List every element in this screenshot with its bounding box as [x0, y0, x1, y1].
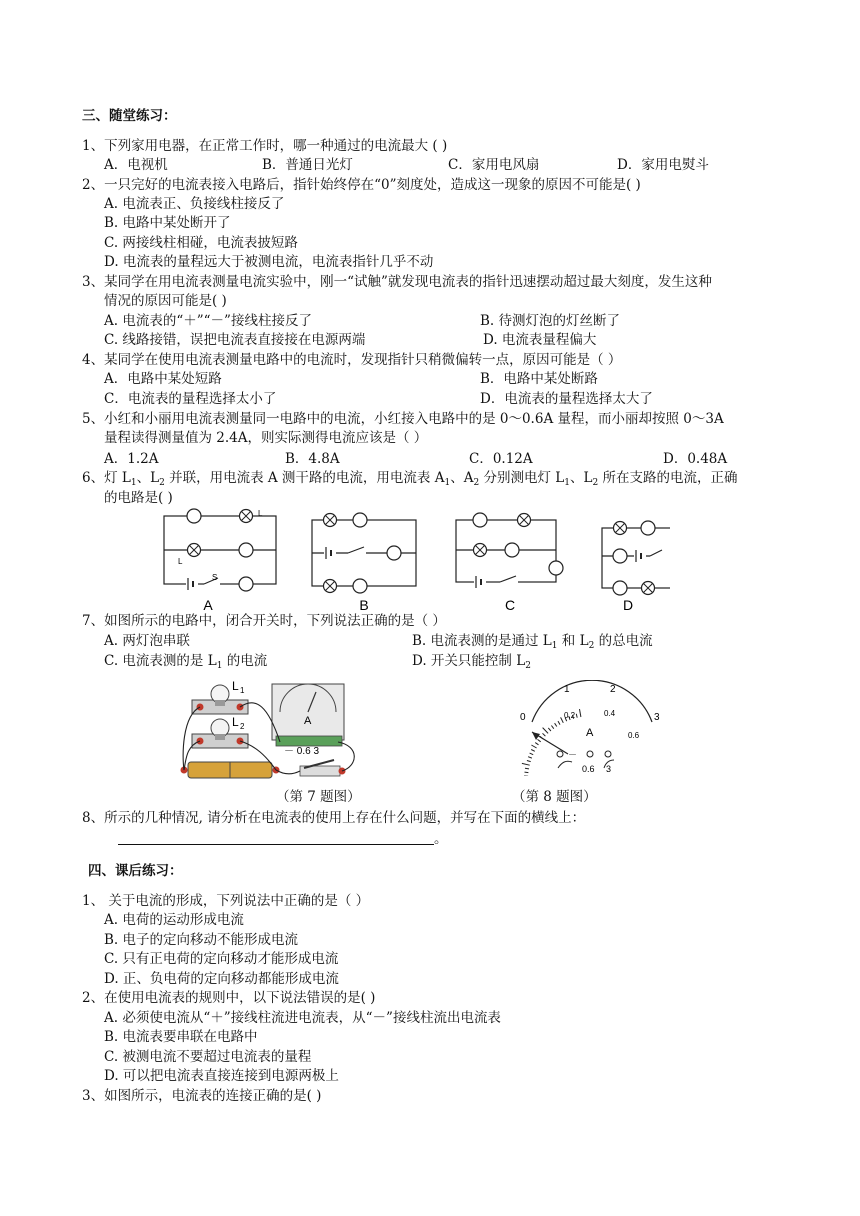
circuit-label-d: D — [622, 597, 634, 613]
q7-b-text: 和 L — [557, 633, 589, 649]
dial-tick-1: 1 — [564, 684, 570, 695]
q6-text: 并联，用电流表 A 测干路的电流，用电流表 A — [164, 470, 445, 486]
figure-7-caption: （第 7 题图） — [276, 789, 361, 805]
label-s: S — [212, 573, 218, 582]
dial-unit-label: A — [586, 727, 594, 739]
hw-q1-option-c: C. 只有正电荷的定向移动才能形成电流 — [104, 951, 339, 967]
hw-q2-stem: 2、在使用电流表的规则中，以下说法错误的是( ) — [82, 990, 376, 1006]
circuit-a — [164, 516, 276, 584]
subscript: 1 — [130, 478, 137, 488]
dial-terminal-3: 3 — [606, 764, 612, 774]
q7-option-c — [104, 652, 267, 675]
q2-option-c: C. 两接线柱相碰，电流表披短路 — [104, 235, 298, 251]
section-title-homework: 四、课后练习： — [88, 863, 183, 879]
q1-option-b: B．普通日光灯 — [262, 157, 353, 173]
dial-tick-mark — [528, 757, 532, 758]
dial-tick-0-4: 0.4 — [604, 709, 616, 718]
subscript: 1 — [551, 641, 558, 651]
subscript: 2 — [159, 478, 165, 488]
q3-stem-line1: 3、某同学在用电流表测量电流实验中，刚一“试触”就发现电流表的指针迅速摆动超过最大刻度，发生这种 — [82, 274, 712, 290]
q3-option-d: D. 电流表量程偏大 — [483, 332, 597, 348]
q8-stem: 8、所示的几种情况, 请分析在电流表的使用上存在什么问题，并写在下面的横线上： — [82, 810, 586, 826]
subscript: 2 — [473, 478, 480, 488]
dial-tick-0-6: 0.6 — [628, 731, 640, 740]
figure-8-ammeter-dial — [510, 680, 670, 776]
section-title-practice: 三、随堂练习： — [82, 108, 177, 124]
subscript: 1 — [444, 478, 451, 488]
hw-q2-option-c: C. 被测电流不要超过电流表的量程 — [104, 1049, 312, 1065]
q1-option-a: A．电视机 — [104, 157, 168, 173]
fig7-label-l1: L — [232, 679, 239, 693]
label-l2: L — [178, 557, 183, 566]
dial-tick-mark — [580, 709, 581, 717]
dial-tick-mark — [531, 745, 536, 748]
q8-end-mark: 。 — [434, 831, 448, 847]
dial-tick-mark — [561, 717, 564, 722]
dial-terminal-0-6: 0.6 — [582, 764, 595, 774]
q7-option-d — [412, 652, 531, 675]
q2-option-d: D. 电流表的量程远大于被测电流，电流表指针几乎不动 — [104, 254, 434, 270]
fig7-meter-terminals: － 0.6 3 — [284, 746, 320, 757]
dial-tick-mark — [576, 714, 577, 718]
hw-q1-option-a: A. 电荷的运动形成电流 — [104, 912, 244, 928]
dial-tick-mark — [555, 723, 557, 726]
q7-b-text: B. 电流表测的是通过 L — [412, 633, 552, 649]
hw-q2-option-b: B. 电流表要串联在电路中 — [104, 1029, 258, 1045]
q2-stem: 2、一只完好的电流表接入电路后，指针始终停在“0”刻度处，造成这一现象的原因不可能是( ) — [82, 177, 641, 193]
q1-option-c: C．家用电风扇 — [448, 157, 540, 173]
dial-minus-terminal: － — [568, 750, 578, 760]
dial-tick-mark — [551, 726, 553, 729]
dial-tick-mark — [522, 763, 530, 765]
dial-tick-mark — [531, 750, 535, 752]
q6-text: 6、灯 L — [82, 470, 131, 486]
q4-option-d: D．电流表的量程选择太大了 — [480, 391, 653, 407]
dial-tick-mark — [525, 772, 529, 773]
fig7-label-l2: L — [232, 715, 239, 729]
dial-tick-mark — [543, 728, 549, 734]
hw-q2-option-a: A. 必须使电流从“＋”接线柱流进电流表，从“－”接线柱流出电流表 — [104, 1010, 501, 1026]
figure-7-physical-circuit — [176, 676, 366, 788]
circuit-label-c: C — [504, 597, 516, 613]
q6-text: 、L — [136, 470, 160, 486]
hw-q3-stem: 3、如图所示，电流表的连接正确的是( ) — [82, 1088, 322, 1104]
q1-stem: 1、下列家用电器，在正常工作时，哪一种通过的电流最大 ( ) — [82, 138, 448, 154]
dial-tick-mark — [548, 728, 551, 731]
q6-text: 、A — [450, 470, 474, 486]
q7-c-text: 的电流 — [222, 653, 268, 669]
q2-option-a: A. 电流表正、负接线柱接反了 — [104, 196, 285, 212]
circuit-label-b: B — [359, 597, 369, 613]
q7-option-a: A. 两灯泡串联 — [104, 633, 190, 649]
q6-text: 分别测电灯 L — [479, 470, 565, 486]
q6-stem-line2: 的电路是( ) — [104, 490, 173, 506]
hw-q1-stem: 1、 关于电流的形成，下列说法中正确的是（ ） — [82, 893, 370, 909]
q5-option-c: C．0.12A — [469, 451, 533, 467]
figure-8-caption: （第 8 题图） — [512, 789, 597, 805]
q7-b-text: 的总电流 — [594, 633, 653, 649]
dial-tick-mark — [530, 753, 534, 755]
dial-tick-mark — [527, 761, 531, 762]
q5-option-a: A．1.2A — [104, 451, 159, 467]
q5-option-d: D．0.48A — [663, 451, 728, 467]
subscript: 1 — [564, 478, 570, 488]
circuit-label-a: A — [203, 597, 213, 613]
q6-stem-line1 — [82, 469, 737, 492]
hw-q1-option-b: B. 电子的定向移动不能形成电流 — [104, 932, 299, 948]
q2-option-b: B. 电路中某处断开了 — [104, 215, 231, 231]
dial-tick-3: 3 — [654, 712, 660, 723]
q7-c-text: C. 电流表测的是 L — [104, 653, 217, 669]
q7-d-text: D. 开关只能控制 L — [412, 653, 526, 669]
label-l1: L — [258, 509, 263, 518]
q3-option-a: A. 电流表的“＋”“－”接线柱接反了 — [104, 313, 312, 329]
q5-stem-line2: 量程读得测量值为 2.4A，则实际测得电流应该是（ ） — [104, 430, 428, 446]
subscript: 2 — [592, 478, 599, 488]
q3-option-b: B. 待测灯泡的灯丝断了 — [480, 313, 621, 329]
subscript: 2 — [240, 722, 245, 731]
q6-text: 所在支路的电流，正确 — [598, 470, 738, 486]
q3-option-c: C. 线路接错，误把电流表直接接在电源两端 — [104, 332, 366, 348]
subscript: 2 — [525, 661, 531, 671]
q3-stem-line2: 情况的原因可能是( ) — [104, 293, 227, 309]
dial-tick-0: 0 — [520, 712, 526, 723]
q1-option-d: D．家用电熨斗 — [617, 157, 709, 173]
q8-answer-line[interactable] — [118, 844, 434, 845]
q5-option-b: B．4.8A — [285, 451, 340, 467]
q7-stem: 7、如图所示的电路中，闭合开关时，下列说法正确的是（ ） — [82, 613, 446, 629]
subscript: 1 — [240, 686, 245, 695]
dial-tick-mark — [543, 733, 546, 736]
subscript: 1 — [216, 661, 223, 671]
dial-tick-mark — [538, 739, 541, 741]
dial-tick-mark — [535, 743, 538, 745]
q4-option-b: B．电路中某处断路 — [480, 371, 598, 387]
hw-q2-option-d: D. 可以把电流表直接连接到电源两极上 — [104, 1068, 339, 1084]
dial-tick-2: 2 — [610, 684, 616, 695]
dial-tick-0-2: 0.2 — [564, 711, 576, 720]
dial-tick-mark — [525, 768, 529, 769]
fig7-meter-label: A — [304, 715, 312, 727]
q5-stem-line1: 5、小红和小丽用电流表测量同一电路中的电流，小红接入电路中的是 0～0.6A 量程，而小丽却按照 0～3A — [82, 411, 724, 427]
hw-q1-option-d: D. 正、负电荷的定向移动都能形成电流 — [104, 971, 339, 987]
q4-option-c: C．电流表的量程选择太小了 — [104, 391, 277, 407]
dial-tick-mark — [558, 721, 560, 725]
q6-text: 、L — [569, 470, 593, 486]
q6-circuit-diagrams — [150, 506, 670, 614]
subscript: 2 — [588, 641, 595, 651]
q4-option-a: A．电路中某处短路 — [104, 371, 222, 387]
q4-stem: 4、某同学在使用电流表测量电路中的电流时，发现指针只稍微偏转一点，原因可能是（ ） — [82, 352, 622, 368]
